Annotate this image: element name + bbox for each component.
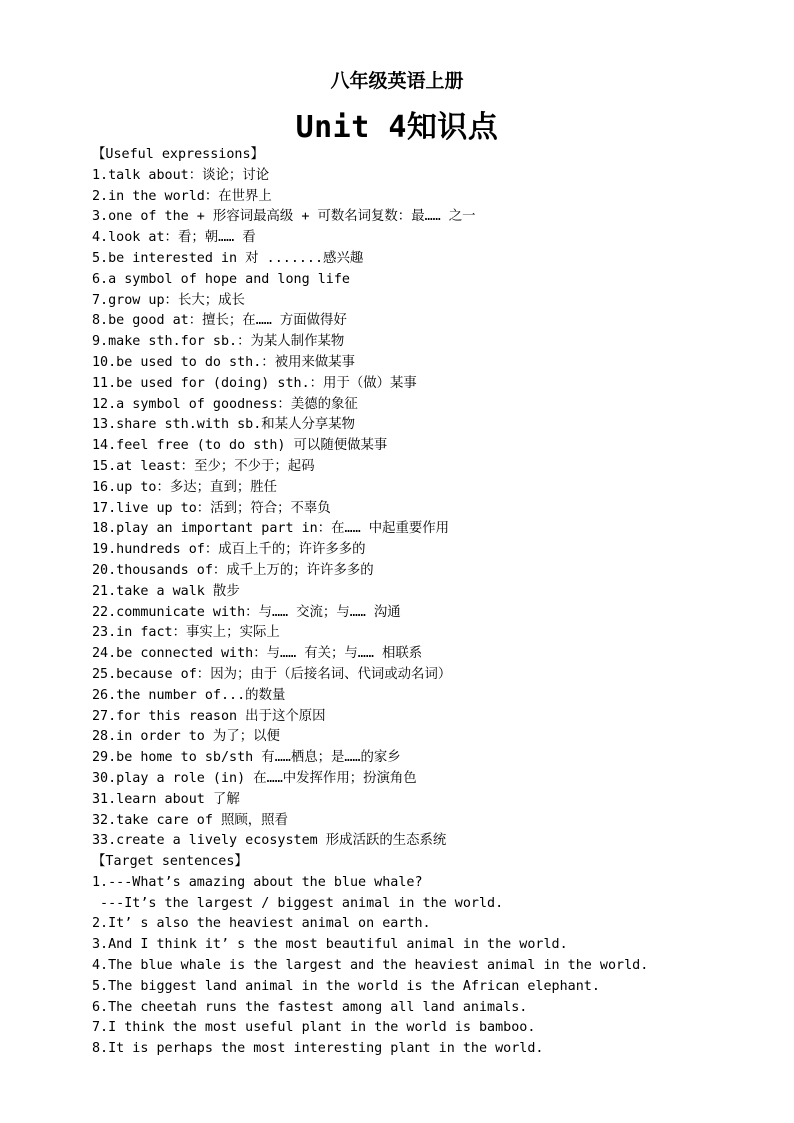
expression-item: 23.in fact：事实上；实际上	[92, 625, 280, 641]
expression-item: 13.share sth.with sb.和某人分享某物	[92, 417, 356, 433]
expression-item: 33.create a lively ecosystem 形成活跃的生态系统	[92, 833, 447, 849]
expression-item: 30.play a role (in) 在……中发挥作用；扮演角色	[92, 770, 417, 786]
expression-item: 18.play an important part in：在…… 中起重要作用	[92, 521, 450, 537]
expression-item: 20.thousands of：成千上万的；许许多多的	[92, 562, 374, 578]
expression-item: 28.in order to 为了；以便	[92, 729, 280, 745]
expression-item: 29.be home to sb/sth 有……栖息；是……的家乡	[92, 750, 401, 766]
sentence-item: 8.It is perhaps the most interesting plant in the world.	[92, 1041, 544, 1057]
sentence-item: 2.It’ s also the heaviest animal on earth.	[92, 916, 431, 932]
expression-item: 16.up to：多达；直到；胜任	[92, 479, 278, 495]
sentence-item: 7.I think the most useful plant in the world is bamboo.	[92, 1020, 536, 1036]
sentence-item: ---It’s the largest / biggest animal in the world.	[92, 895, 504, 911]
sentence-item: 3.And I think it’ s the most beautiful animal in the world.	[92, 937, 568, 953]
target-sentences-list	[92, 873, 782, 1060]
expression-item: 19.hundreds of：成百上千的；许许多多的	[92, 542, 366, 558]
sentence-item: 6.The cheetah runs the fastest among all land animals.	[92, 999, 528, 1015]
expression-item: 7.grow up：长大；成长	[92, 292, 245, 308]
expression-item: 21.take a walk 散步	[92, 583, 240, 599]
sentence-item: 5.The biggest land animal in the world is the African elephant.	[92, 978, 600, 994]
sentence-item: 4.The blue whale is the largest and the heaviest animal in the world.	[92, 958, 649, 974]
expression-item: 1.talk about：谈论；讨论	[92, 167, 270, 183]
useful-expressions-list	[92, 166, 782, 852]
expression-item: 10.be used to do sth.：被用来做某事	[92, 354, 356, 370]
expression-item: 4.look at：看；朝…… 看	[92, 230, 256, 246]
grade-title: 八年级英语上册	[330, 70, 464, 92]
expression-item: 11.be used for (doing) sth.：用于（做）某事	[92, 375, 417, 391]
sentence-item: 1.---What’s amazing about the blue whale?	[92, 874, 423, 890]
expression-item: 24.be connected with：与…… 有关；与…… 相联系	[92, 646, 423, 662]
expression-item: 27.for this reason 出于这个原因	[92, 708, 326, 724]
expression-item: 22.communicate with：与…… 交流；与…… 沟通	[92, 604, 401, 620]
expression-item: 17.live up to：活到；符合；不辜负	[92, 500, 331, 516]
expression-item: 5.be interested in 对 .......感兴趣	[92, 250, 364, 266]
expression-item: 25.because of：因为；由于（后接名词、代词或动名词）	[92, 666, 452, 682]
useful-expressions-heading: 【Useful expressions】	[92, 147, 264, 162]
expression-item: 32.take care of 照顾，照看	[92, 812, 288, 828]
expression-item: 6.a symbol of hope and long life	[92, 271, 350, 287]
expression-item: 26.the number of...的数量	[92, 687, 286, 703]
expression-item: 3.one of the + 形容词最高级 + 可数名词复数：最…… 之一	[92, 209, 476, 225]
expression-item: 15.at least：至少；不少于；起码	[92, 458, 315, 474]
expression-item: 2.in the world：在世界上	[92, 188, 272, 204]
expression-item: 31.learn about 了解	[92, 791, 240, 807]
document-body	[92, 145, 782, 1060]
expression-item: 9.make sth.for sb.：为某人制作某物	[92, 334, 345, 350]
expression-item: 12.a symbol of goodness：美德的象征	[92, 396, 358, 412]
target-sentences-heading: 【Target sentences】	[92, 854, 248, 870]
expression-item: 8.be good at：擅长；在…… 方面做得好	[92, 313, 347, 329]
unit-title: Unit 4知识点	[295, 110, 499, 145]
expression-item: 14.feel free (to do sth) 可以随便做某事	[92, 438, 388, 454]
